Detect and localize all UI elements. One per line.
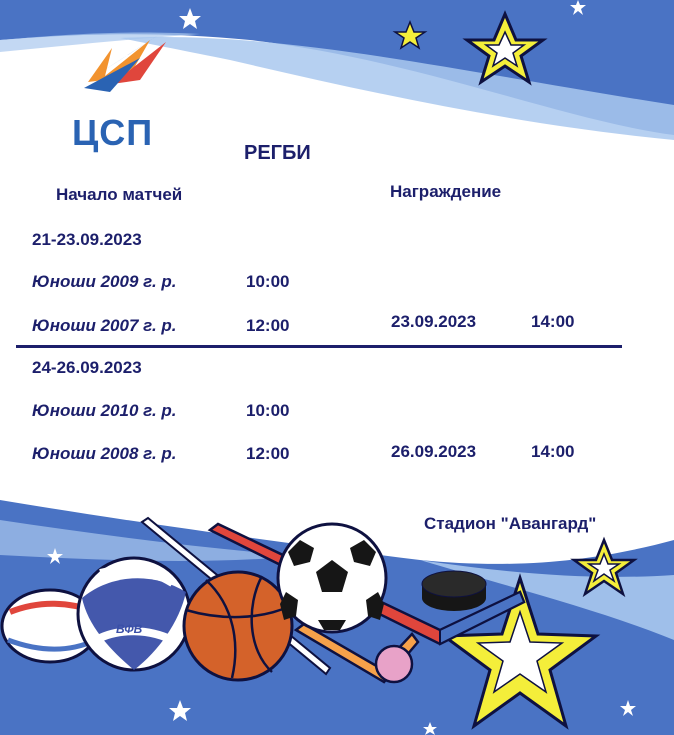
basketball xyxy=(184,572,292,680)
period-2-row-1-group: Юноши 2010 г. р. xyxy=(32,401,177,420)
logo-text: ЦСП xyxy=(72,112,154,153)
period-1-award-time: 14:00 xyxy=(531,312,575,331)
venue: Стадион "Авангард" xyxy=(424,514,597,533)
period-1-row-2-group: Юноши 2007 г. р. xyxy=(32,316,177,335)
period-1-award-date: 23.09.2023 xyxy=(391,312,477,331)
page-title: РЕГБИ xyxy=(244,142,311,164)
period-2-row-2-time: 12:00 xyxy=(246,444,290,463)
header-award: Награждение xyxy=(390,182,502,201)
header-match-start: Начало матчей xyxy=(56,185,183,204)
period-2-award-time: 14:00 xyxy=(531,442,575,461)
period-1-row-1-time: 10:00 xyxy=(246,272,290,291)
period-1-row-2-time: 12:00 xyxy=(246,316,290,335)
period-1-row-1-group: Юноши 2009 г. р. xyxy=(32,272,177,291)
divider xyxy=(16,345,622,348)
period-2-dates: 24-26.09.2023 xyxy=(32,358,142,377)
volleyball xyxy=(78,558,190,670)
period-1-dates: 21-23.09.2023 xyxy=(32,230,142,249)
period-2-row-2-group: Юноши 2008 г. р. xyxy=(32,444,177,463)
soccer-ball xyxy=(278,524,386,632)
volleyball-label: ВФВ xyxy=(116,622,143,636)
period-2-award-date: 26.09.2023 xyxy=(391,442,477,461)
period-2-row-1-time: 10:00 xyxy=(246,401,290,420)
